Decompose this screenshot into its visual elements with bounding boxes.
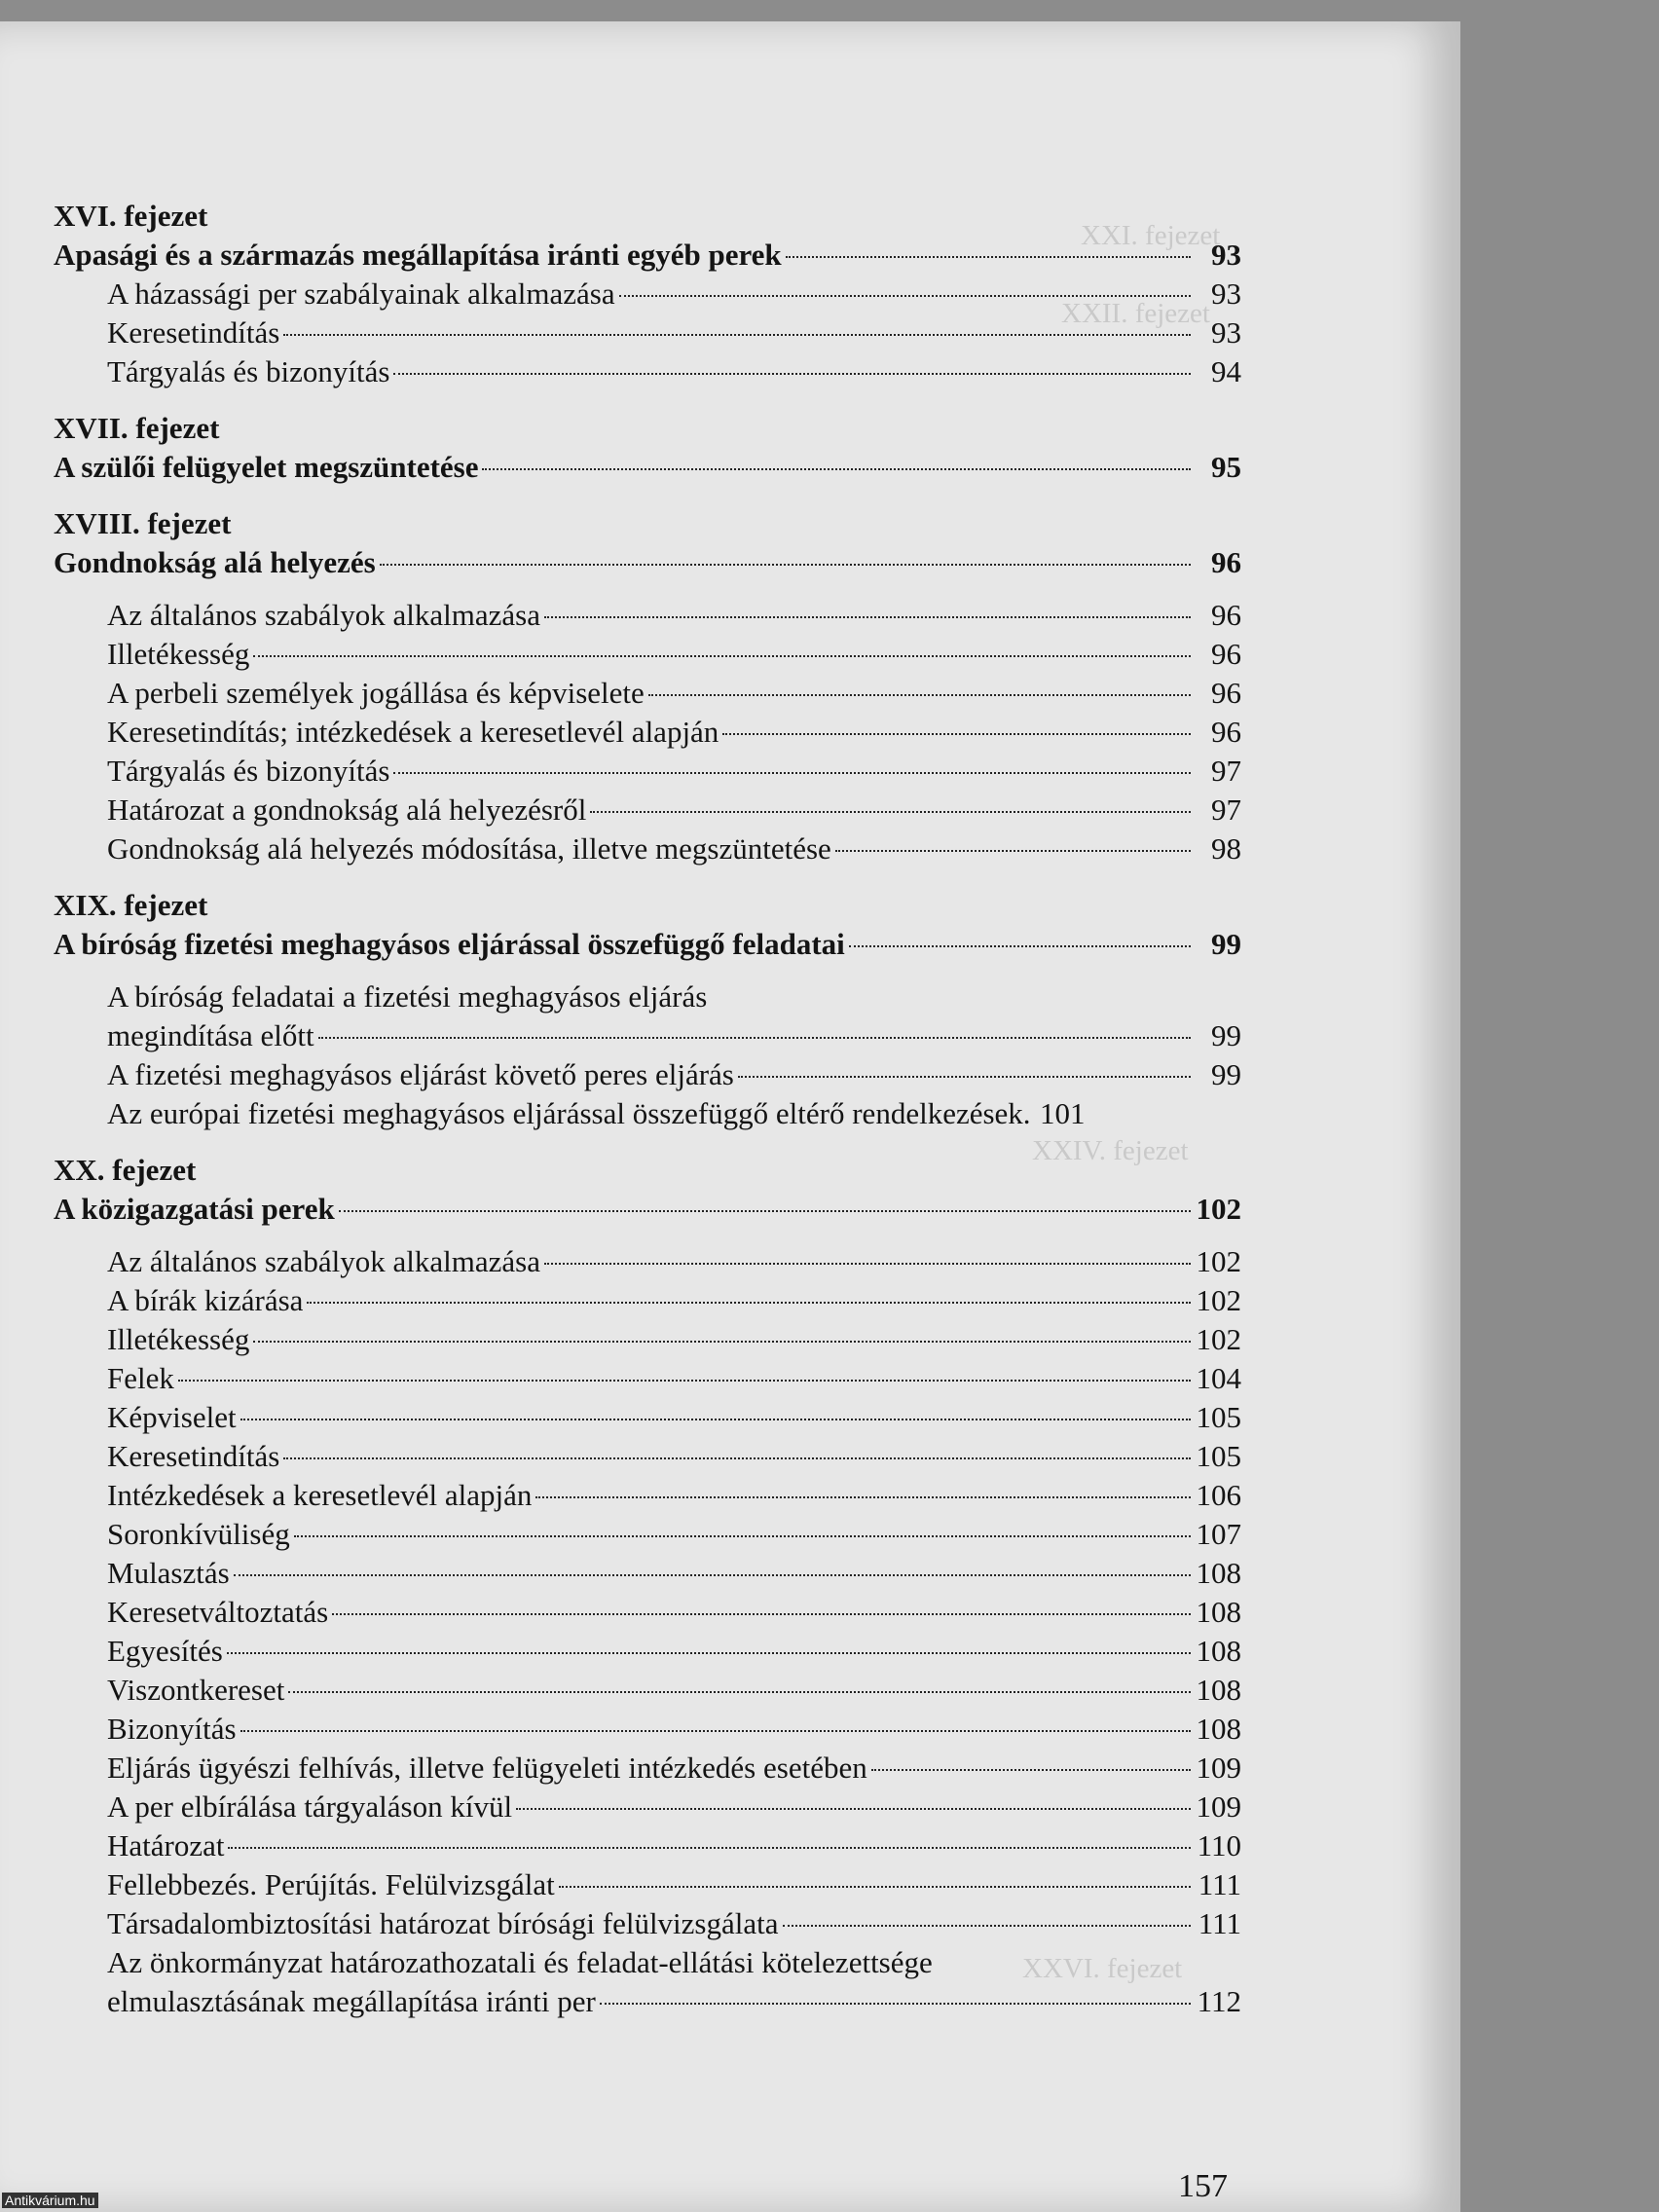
page-ref: 97 bbox=[1211, 793, 1241, 827]
entry-title: Keresetindítás bbox=[107, 1439, 280, 1473]
chapter-title: A szülői felügyelet megszüntetése bbox=[54, 450, 479, 484]
chapter-title: Apasági és a származás megállapítása iránti egyéb perek bbox=[54, 238, 782, 272]
leader-dots bbox=[544, 1263, 1191, 1265]
entry-title: Egyesítés bbox=[107, 1634, 223, 1668]
toc-entry bbox=[54, 352, 1241, 391]
page-ref: 99 bbox=[1211, 927, 1241, 961]
page-ref: 96 bbox=[1211, 637, 1241, 671]
entry-title: Bizonyítás bbox=[107, 1712, 237, 1746]
entry-title: A fizetési meghagyásos eljárást követő peres eljárás bbox=[107, 1057, 734, 1091]
entry-title: Társadalombiztosítási határozat bírósági felülvizsgálata bbox=[107, 1906, 779, 1940]
book-page bbox=[0, 21, 1460, 2212]
page-ref: 109 bbox=[1196, 1751, 1241, 1785]
page-ref: 105 bbox=[1196, 1439, 1241, 1473]
toc-entry bbox=[54, 1788, 1241, 1826]
leader-dots bbox=[783, 1925, 1192, 1927]
leader-dots bbox=[835, 850, 1191, 852]
page-ref: 96 bbox=[1211, 676, 1241, 710]
leader-dots bbox=[227, 1652, 1191, 1654]
table-of-contents bbox=[54, 197, 1241, 2039]
page-ref: 96 bbox=[1211, 715, 1241, 749]
page-ref: 96 bbox=[1211, 598, 1241, 632]
leader-dots bbox=[178, 1380, 1191, 1382]
entry-title: Illetékesség bbox=[107, 1322, 250, 1356]
ghost-line: XXI. fejezet bbox=[1081, 220, 1221, 251]
entry-title: Az általános szabályok alkalmazása bbox=[107, 598, 540, 632]
toc-entry bbox=[54, 1671, 1241, 1710]
entry-title: Keresetindítás bbox=[107, 315, 280, 350]
chapter-title: A bíróság fizetési meghagyásos eljárással összefüggő feladatai bbox=[54, 927, 845, 961]
page-ref: 107 bbox=[1196, 1517, 1241, 1551]
entry-title: Határozat a gondnokság alá helyezésről bbox=[107, 793, 587, 827]
toc-entry bbox=[54, 1359, 1241, 1398]
leader-dots bbox=[871, 1769, 1191, 1771]
leader-dots bbox=[283, 334, 1191, 336]
leader-dots bbox=[648, 694, 1191, 696]
page-ref: 99 bbox=[1211, 1057, 1241, 1091]
page-ref: 93 bbox=[1211, 276, 1241, 311]
toc-entry bbox=[54, 1281, 1241, 1320]
toc-entry bbox=[54, 1554, 1241, 1593]
toc-entry bbox=[54, 635, 1241, 674]
chapter-number: XVIII. fejezet bbox=[54, 506, 232, 540]
toc-entry bbox=[54, 1982, 1241, 2021]
page-ref: 95 bbox=[1211, 450, 1241, 484]
toc-entry bbox=[54, 1320, 1241, 1359]
chapter-number: XVI. fejezet bbox=[54, 199, 208, 233]
entry-title: megindítása előtt bbox=[107, 1018, 314, 1052]
chapter-number: XVII. fejezet bbox=[54, 411, 220, 445]
toc-entry bbox=[54, 674, 1241, 713]
leader-dots bbox=[600, 2003, 1191, 2005]
toc-entry bbox=[54, 1515, 1241, 1554]
toc-entry bbox=[54, 713, 1241, 752]
entry-title: elmulasztásának megállapítása iránti per bbox=[107, 1984, 596, 2018]
toc-entry-line: A bíróság feladatai a fizetési meghagyásos eljárás bbox=[107, 979, 708, 1014]
page-ref: 111 bbox=[1198, 1906, 1241, 1940]
leader-dots bbox=[339, 1210, 1191, 1212]
toc-entry bbox=[54, 830, 1241, 868]
leader-dots bbox=[228, 1847, 1191, 1849]
leader-dots bbox=[240, 1730, 1191, 1732]
page-ref: 98 bbox=[1211, 831, 1241, 866]
chapter-number: XIX. fejezet bbox=[54, 888, 208, 922]
entry-title: A perbeli személyek jogállása és képviselete bbox=[107, 676, 645, 710]
entry-title: A házassági per szabályainak alkalmazása bbox=[107, 276, 615, 311]
leader-dots bbox=[849, 945, 1191, 947]
leader-dots bbox=[393, 373, 1191, 375]
chapter-title: A közigazgatási perek bbox=[54, 1192, 335, 1226]
toc-entry bbox=[54, 313, 1241, 352]
toc-entry bbox=[54, 1632, 1241, 1671]
leader-dots bbox=[288, 1691, 1191, 1693]
chapter-title-entry bbox=[54, 925, 1241, 964]
leader-dots bbox=[253, 655, 1191, 657]
chapter bbox=[54, 504, 1241, 868]
toc-entry bbox=[54, 1904, 1241, 1943]
toc-entry bbox=[54, 1016, 1241, 1055]
entry-title: Illetékesség bbox=[107, 637, 250, 671]
leader-dots bbox=[393, 772, 1191, 774]
leader-dots bbox=[516, 1808, 1191, 1810]
leader-dots bbox=[559, 1886, 1191, 1888]
page-ref: 102 bbox=[1196, 1244, 1241, 1278]
toc-entry-line: Az önkormányzat határozathozatali és feladat-ellátási kötelezettsége bbox=[107, 1945, 933, 1979]
chapter bbox=[54, 409, 1241, 487]
page-ref: 102 bbox=[1196, 1192, 1241, 1226]
entry-title: Keresetindítás; intézkedések a keresetlevél alapján bbox=[107, 715, 719, 749]
leader-dots bbox=[619, 295, 1191, 297]
page-ref: 106 bbox=[1196, 1478, 1241, 1512]
entry-title: Soronkívüliség bbox=[107, 1517, 290, 1551]
watermark: Antikvárium.hu bbox=[2, 2193, 98, 2208]
chapter-number: XX. fejezet bbox=[54, 1153, 197, 1187]
page-ref: 102 bbox=[1196, 1283, 1241, 1317]
ghost-line: XXII. fejezet bbox=[1061, 298, 1210, 329]
page-ref: 112 bbox=[1197, 1984, 1241, 2018]
entry-title: Az általános szabályok alkalmazása bbox=[107, 1244, 540, 1278]
page-ref: 99 bbox=[1211, 1018, 1241, 1052]
entry-title: A per elbírálása tárgyaláson kívül bbox=[107, 1789, 513, 1824]
page-ref: 110 bbox=[1197, 1828, 1241, 1862]
entry-title: Tárgyalás és bizonyítás bbox=[107, 354, 390, 388]
page-ref: 94 bbox=[1211, 354, 1241, 388]
ghost-line: XXVI. fejezet bbox=[1022, 1953, 1183, 1984]
page-ref: 111 bbox=[1198, 1867, 1241, 1901]
page-ref: 109 bbox=[1196, 1789, 1241, 1824]
toc-entry bbox=[54, 596, 1241, 635]
toc-entry bbox=[54, 1826, 1241, 1865]
chapter-title-entry bbox=[54, 1190, 1241, 1229]
page-number: 157 bbox=[1178, 2168, 1228, 2204]
page-ref: 108 bbox=[1196, 1634, 1241, 1668]
leader-dots bbox=[318, 1037, 1191, 1039]
page-ref: 105 bbox=[1196, 1400, 1241, 1434]
entry-title: Tárgyalás és bizonyítás bbox=[107, 754, 390, 788]
entry-title: Fellebbezés. Perújítás. Felülvizsgálat bbox=[107, 1867, 555, 1901]
leader-dots bbox=[786, 256, 1191, 258]
entry-title: Az európai fizetési meghagyásos eljárással összefüggő eltérő rendelkezések. bbox=[107, 1096, 1031, 1130]
entry-title: Mulasztás bbox=[107, 1556, 230, 1590]
page-ref: 96 bbox=[1211, 545, 1241, 579]
entry-title: Gondnokság alá helyezés módosítása, illetve megszüntetése bbox=[107, 831, 831, 866]
leader-dots bbox=[482, 468, 1191, 470]
leader-dots bbox=[738, 1076, 1191, 1078]
toc-entry bbox=[54, 1094, 1241, 1133]
chapter bbox=[54, 1151, 1241, 2021]
chapter-title: Gondnokság alá helyezés bbox=[54, 545, 376, 579]
page-ref: 102 bbox=[1196, 1322, 1241, 1356]
page-ref: 108 bbox=[1196, 1595, 1241, 1629]
toc-entry bbox=[54, 1476, 1241, 1515]
toc-entry bbox=[54, 1749, 1241, 1788]
toc-entry bbox=[54, 752, 1241, 791]
leader-dots bbox=[253, 1341, 1191, 1343]
leader-dots bbox=[234, 1574, 1191, 1576]
page-ref: 108 bbox=[1196, 1673, 1241, 1707]
toc-entry bbox=[54, 1055, 1241, 1094]
chapter-title-entry bbox=[54, 448, 1241, 487]
page-ref: 97 bbox=[1211, 754, 1241, 788]
page-ref: 101 bbox=[1040, 1096, 1086, 1130]
leader-dots bbox=[544, 616, 1191, 618]
entry-title: Felek bbox=[107, 1361, 174, 1395]
chapter-title-entry bbox=[54, 543, 1241, 582]
leader-dots bbox=[307, 1302, 1191, 1304]
entry-title: Képviselet bbox=[107, 1400, 237, 1434]
page-ref: 93 bbox=[1211, 238, 1241, 272]
leader-dots bbox=[240, 1419, 1191, 1420]
toc-entry bbox=[54, 1865, 1241, 1904]
chapter bbox=[54, 197, 1241, 391]
toc-entry bbox=[54, 1398, 1241, 1437]
leader-dots bbox=[332, 1613, 1191, 1615]
leader-dots bbox=[590, 811, 1191, 813]
entry-title: Intézkedések a keresetlevél alapján bbox=[107, 1478, 533, 1512]
toc-entry bbox=[54, 1437, 1241, 1476]
leader-dots bbox=[283, 1457, 1191, 1459]
ghost-line: XXIV. fejezet bbox=[1032, 1135, 1189, 1166]
toc-entry bbox=[54, 1593, 1241, 1632]
chapter-title-entry bbox=[54, 236, 1241, 275]
entry-title: Határozat bbox=[107, 1828, 225, 1862]
entry-title: Eljárás ügyészi felhívás, illetve felügyeleti intézkedés esetében bbox=[107, 1751, 867, 1785]
chapter bbox=[54, 886, 1241, 1133]
page-ref: 108 bbox=[1196, 1712, 1241, 1746]
page-ref: 104 bbox=[1196, 1361, 1241, 1395]
leader-dots bbox=[722, 733, 1191, 735]
toc-entry bbox=[54, 1242, 1241, 1281]
entry-title: A bírák kizárása bbox=[107, 1283, 304, 1317]
toc-entry bbox=[54, 275, 1241, 313]
toc-entry bbox=[54, 791, 1241, 830]
entry-title: Keresetváltoztatás bbox=[107, 1595, 329, 1629]
leader-dots bbox=[380, 564, 1191, 566]
entry-title: Viszontkereset bbox=[107, 1673, 285, 1707]
toc-entry bbox=[54, 1710, 1241, 1749]
leader-dots bbox=[535, 1496, 1191, 1498]
leader-dots bbox=[294, 1535, 1191, 1537]
page-ref: 93 bbox=[1211, 315, 1241, 350]
page-ref: 108 bbox=[1196, 1556, 1241, 1590]
